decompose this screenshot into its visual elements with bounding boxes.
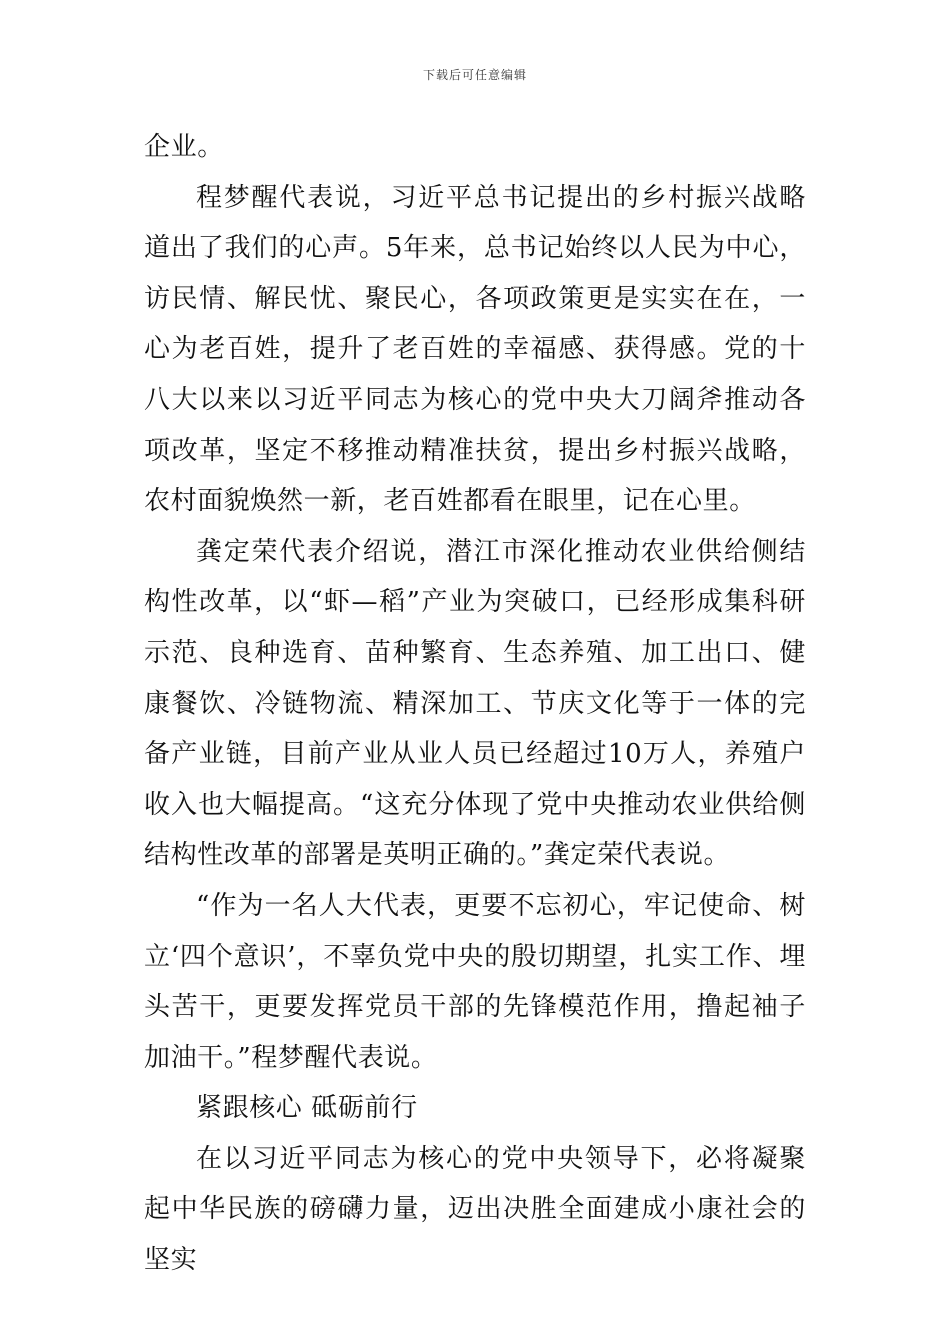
paragraph: 龚定荣代表介绍说，潜江市深化推动农业供给侧结构性改革，以“虾—稻”产业为突破口，已经形成集科研示范、良种选育、苗种繁育、生态养殖、加工出口、健康餐饮、冷链物流、精深加工、节庆文化等于一体的完备产业链，目前产业从业人员已经超过10万人，养殖户收入也大幅提高。“这充分体现了党中央推动农业供给侧结构性改革的部署是英明正确的。”龚定荣代表说。 (144, 536, 806, 871)
section-heading: 紧跟核心 砥砺前行 (196, 1093, 418, 1124)
paragraph: 在以习近平同志为核心的党中央领导下，必将凝聚起中华民族的磅礴力量，迈出决胜全面建成小康社会的坚实 (144, 1143, 806, 1276)
document-body (144, 122, 806, 1286)
page-header-note: 下载后可任意编辑 (422, 68, 527, 82)
paragraph-continuation: 企业。 (144, 132, 224, 162)
paragraph: “作为一名人大代表，更要不忘初心，牢记使命、树立‘四个意识’，不辜负党中央的殷切期望，扎实工作、埋头苦干，更要发挥党员干部的先锋模范作用，撸起袖子加油干。”程梦醒代表说。 (144, 890, 806, 1073)
paragraph: 程梦醒代表说，习近平总书记提出的乡村振兴战略道出了我们的心声。5年来，总书记始终以人民为中心，访民情、解民忧、聚民心，各项政策更是实实在在，一心为老百姓，提升了老百姓的幸福感、获得感。党的十八大以来以习近平同志为核心的党中央大刀阔斧推动各项改革，坚定不移推动精准扶贫，提出乡村振兴战略，农村面貌焕然一新，老百姓都看在眼里，记在心里。 (144, 182, 806, 517)
